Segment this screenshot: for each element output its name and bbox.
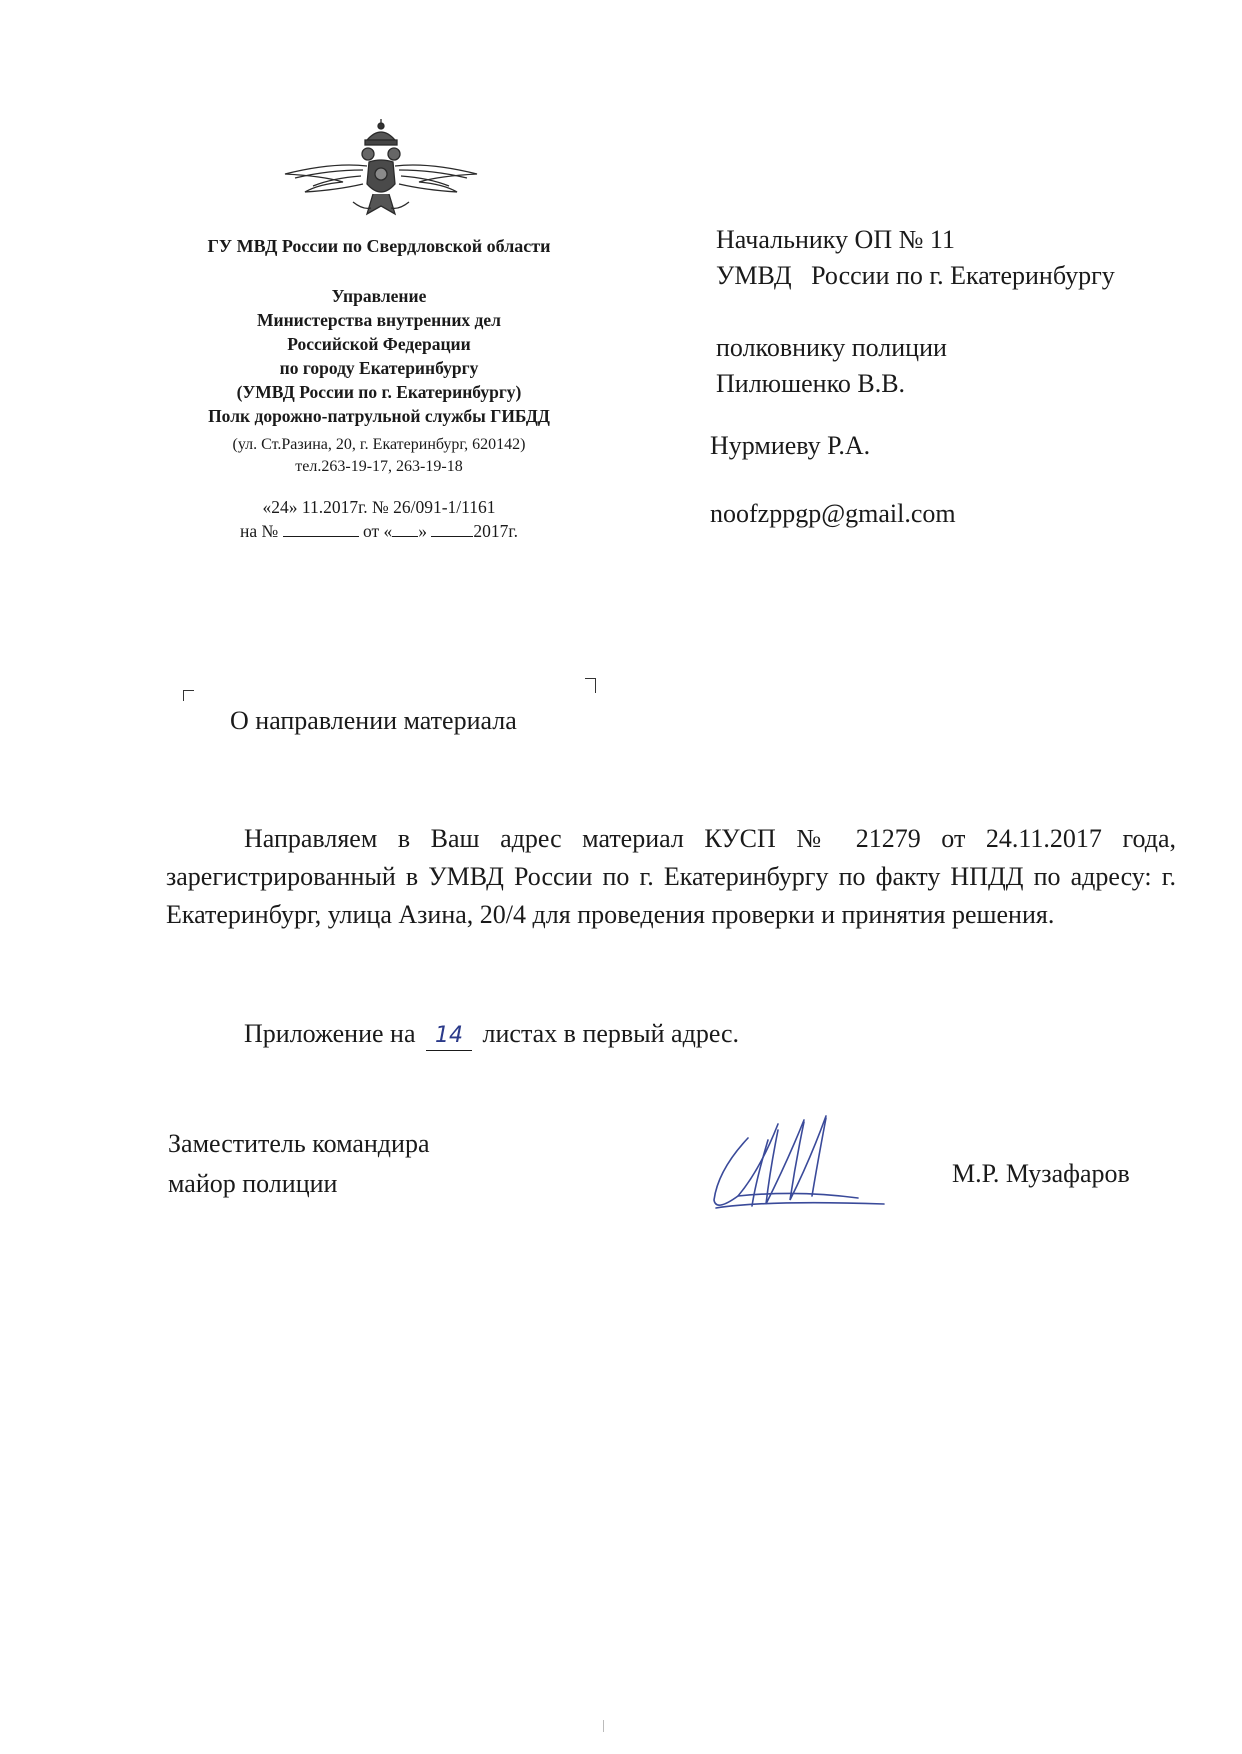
phone-line: тел.263-19-17, 263-19-18 [295, 458, 463, 475]
addressee-line: УМВД России по г. Екатеринбургу [716, 261, 1115, 290]
addressee-line: Начальнику ОП № 11 [716, 225, 955, 254]
outgoing-reference [150, 495, 608, 543]
appendix-prefix: Приложение на [244, 1019, 416, 1048]
letter-body: Направляем в Ваш адрес материал КУСП № 21279 от 24.11.2017 года, зарегистрированный в УМВД России по г. Екатеринбургу по факту НПДД по адресу: г. Екатеринбург, улица Азина, 20/4 для проведения проверки и принятия решения. [166, 824, 1176, 929]
appendix-suffix: листах в первый адрес. [482, 1019, 740, 1048]
subject-corner-mark [183, 690, 194, 701]
signatory-rank: майор полиции [168, 1169, 338, 1198]
department-address [150, 434, 608, 478]
ref-prefix: на № [240, 521, 279, 541]
addressee-rank: полковнику полиции [716, 333, 947, 362]
addressee-email: noofzppgp@gmail.com [710, 499, 956, 528]
mvd-eagle-emblem-icon [283, 118, 479, 226]
appendix-line [244, 1016, 739, 1052]
signatory-name: М.Р. Музафаров [952, 1159, 1130, 1188]
outgoing-date-number: «24» 11.2017г. № 26/091-1/1161 [262, 497, 496, 517]
department-line: по городу Екатеринбургу [279, 358, 479, 378]
addressee-unit [716, 222, 1115, 294]
ref-quote: » [418, 521, 428, 541]
signatory-title [168, 1124, 430, 1204]
department-line: Управление [331, 286, 427, 306]
scan-artifact [603, 1720, 604, 1732]
department-line: Полк дорожно-патрульной службы ГИБДД [208, 406, 550, 426]
addressee-second-name: Нурмиеву Р.А. [710, 431, 871, 460]
ref-from: от « [362, 521, 393, 541]
addressee-name: Пилюшенко В.В. [716, 369, 906, 398]
incoming-reference [150, 519, 608, 543]
letter-subject: О направлении материала [230, 706, 517, 735]
ref-month-blank [431, 520, 473, 537]
address-line: (ул. Ст.Разина, 20, г. Екатеринбург, 620142) [232, 436, 526, 453]
ref-day-blank [392, 520, 418, 537]
department-line: Российской Федерации [287, 334, 471, 354]
subject-corner-mark [585, 678, 596, 693]
ref-number-blank [283, 520, 359, 537]
department-block [150, 284, 608, 428]
ministry-region-heading: ГУ МВД России по Свердловской области [207, 236, 551, 256]
addressee-person [716, 330, 947, 402]
department-line: Министерства внутренних дел [257, 310, 501, 330]
signatory-position: Заместитель командира [168, 1129, 430, 1158]
appendix-sheet-count: 14 [426, 1022, 472, 1051]
department-line: (УМВД России по г. Екатеринбургу) [236, 382, 522, 402]
ref-year: 2017г. [473, 521, 518, 541]
handwritten-signature-icon [708, 1100, 888, 1220]
